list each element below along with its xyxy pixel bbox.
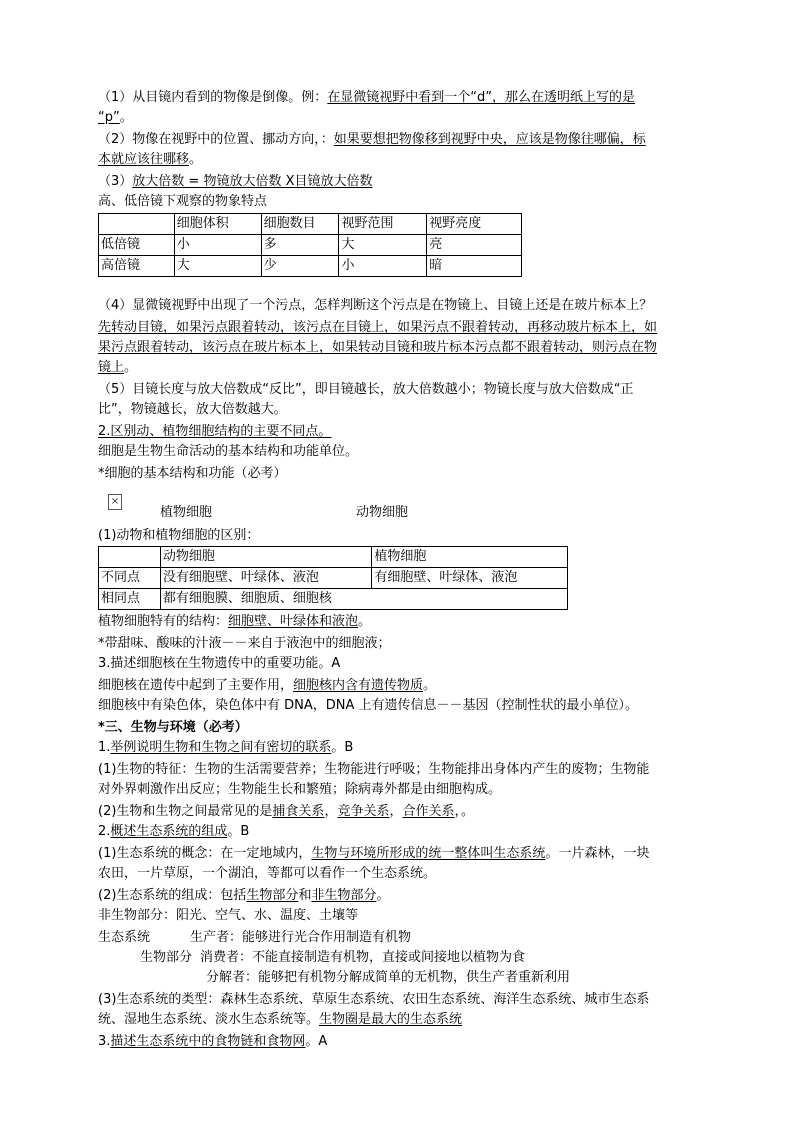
text-line: “p”。 (98, 110, 133, 125)
table-cell: 小 (174, 235, 261, 256)
text-line: 1.举例说明生物和生物之间有密切的联系。B (98, 740, 354, 755)
table-cell (99, 547, 161, 568)
text-line: (1)生物的特征：生物的生活需要营养；生物能进行呼吸；生物能排出身体内产生的废物；生物能 (98, 762, 650, 777)
text-line: 生物部分 消费者：不能直接制造有机物，直接或间接地以植物为食 (140, 950, 526, 965)
text-line: (1)动物和植物细胞的区别： (98, 528, 260, 543)
table-cell: 植物细胞 (372, 547, 568, 568)
broken-image-icon: × (108, 494, 122, 510)
text-line: 细胞是生物生命活动的基本结构和功能单位。 (98, 444, 359, 459)
text-line: (2)生态系统的组成：包括生物部分和非生物部分。 (98, 888, 390, 903)
animal-cell-caption: 动物细胞 (356, 505, 409, 520)
table-cell: 不同点 (99, 568, 161, 589)
text-line: *细胞的基本结构和功能（必考） (98, 466, 287, 481)
text-line: 农田，一片草原，一个湖泊，等都可以看作一个生态系统。 (98, 866, 437, 881)
text-line: 比”，物镜越长，放大倍数越大。 (98, 402, 287, 417)
table-cell: 高倍镜 (99, 256, 175, 277)
text-line: 3.描述生态系统中的食物链和食物网。A (98, 1034, 328, 1049)
table-cell: 小 (339, 256, 427, 277)
table-caption: 高、低倍镜下观察的物象特点 (98, 194, 268, 209)
table-row (99, 235, 522, 256)
text-line: （3）放大倍数 = 物镜放大倍数 X目镜放大倍数 (98, 174, 373, 189)
table-header-row (99, 214, 522, 235)
plant-cell-caption: 植物细胞 (160, 505, 213, 520)
table-row (99, 256, 522, 277)
table-cell: 亮 (427, 235, 522, 256)
section-heading: *三、生物与环境（必考） (98, 720, 248, 735)
table-cell: 低倍镜 (99, 235, 175, 256)
text-line: 本就应该往哪移。 (98, 152, 203, 167)
table-cell: 没有细胞壁、叶绿体、液泡 (160, 568, 372, 589)
cell-comparison-table (98, 546, 568, 610)
table-cell: 视野范围 (339, 214, 427, 235)
text-line: (3)生态系统的类型：森林生态系统、草原生态系统、农田生态系统、海洋生态系统、城市生态系 (98, 992, 650, 1007)
table-row (99, 568, 568, 589)
table-cell: 视野亮度 (427, 214, 522, 235)
text-line: 镜上。 (98, 360, 138, 375)
text-line: 统、湿地生态系统、淡水生态系统等。生物圈是最大的生态系统 (98, 1012, 463, 1027)
text-line: 分解者：能够把有机物分解成简单的无机物，供生产者重新利用 (206, 970, 571, 985)
text-line: 2.区别动、植物细胞结构的主要不同点。 (98, 424, 332, 439)
text-line: （5）目镜长度与放大倍数成“反比”，即目镜越长，放大倍数越小；物镜长度与放大倍数成“正 (98, 382, 634, 397)
text-line: (2)生物和生物之间最常见的是捕食关系，竞争关系，合作关系，。 (98, 804, 475, 819)
text-line: 细胞核在遗传中起到了主要作用，细胞核内含有遗传物质。 (98, 678, 437, 693)
table-header-row (99, 547, 568, 568)
text-line: 非生物部分：阳光、空气、水、温度、土壤等 (98, 908, 359, 923)
table-cell: 暗 (427, 256, 522, 277)
table-cell: 动物细胞 (160, 547, 372, 568)
table-cell (99, 214, 175, 235)
text-line: 果污点跟着转动，该污点在玻片标本上，如果转动目镜和玻片标本污点都不跟着转动，则污点在物 (98, 340, 658, 355)
table-cell: 大 (339, 235, 427, 256)
text-line: 对外界刺激作出反应；生物能生长和繁殖；除病毒外都是由细胞构成。 (98, 782, 502, 797)
text-line: 生态系统 生产者：能够进行光合作用制造有机物 (98, 930, 412, 945)
table-cell: 细胞体积 (174, 214, 261, 235)
text-line: *带甜味、酸味的汁液－－来自于液泡中的细胞液； (98, 636, 391, 651)
table-row (99, 589, 568, 610)
table-cell: 相同点 (99, 589, 161, 610)
text-line: （2）物像在视野中的位置、挪动方向，：如果要想把物像移到视野中央，应该是物像往哪偏，标 (98, 132, 646, 147)
text-line: （1）从目镜内看到的物像是倒像。例：在显微镜视野中看到一个“d”，那么在透明纸上写的是 (98, 90, 636, 105)
table-cell: 少 (261, 256, 339, 277)
table-cell: 多 (261, 235, 339, 256)
table-cell: 有细胞壁、叶绿体、液泡 (372, 568, 568, 589)
table-cell: 都有细胞膜、细胞质、细胞核 (160, 589, 567, 610)
text-line: (1)生态系统的概念：在一定地域内，生物与环境所形成的统一整体叫生态系统。一片森林，一块 (98, 846, 650, 861)
text-line: 2.概述生态系统的组成。B (98, 824, 250, 839)
table-cell: 细胞数目 (261, 214, 339, 235)
magnification-table (98, 213, 522, 277)
text-line: 先转动目镜，如果污点跟着转动，该污点在目镜上，如果污点不跟着转动，再移动玻片标本上，如 (98, 320, 658, 335)
text-line: 植物细胞特有的结构：细胞壁、叶绿体和液泡。 (98, 614, 372, 629)
text-line: （4）显微镜视野中出现了一个污点，怎样判断这个污点是在物镜上、目镜上还是在玻片标本上？ (98, 298, 653, 313)
text-line: 细胞核中有染色体，染色体中有 DNA，DNA 上有遗传信息－－基因（控制性状的最小单位）。 (98, 698, 639, 713)
text-line: 3.描述细胞核在生物遗传中的重要功能。A (98, 656, 341, 671)
table-cell: 大 (174, 256, 261, 277)
